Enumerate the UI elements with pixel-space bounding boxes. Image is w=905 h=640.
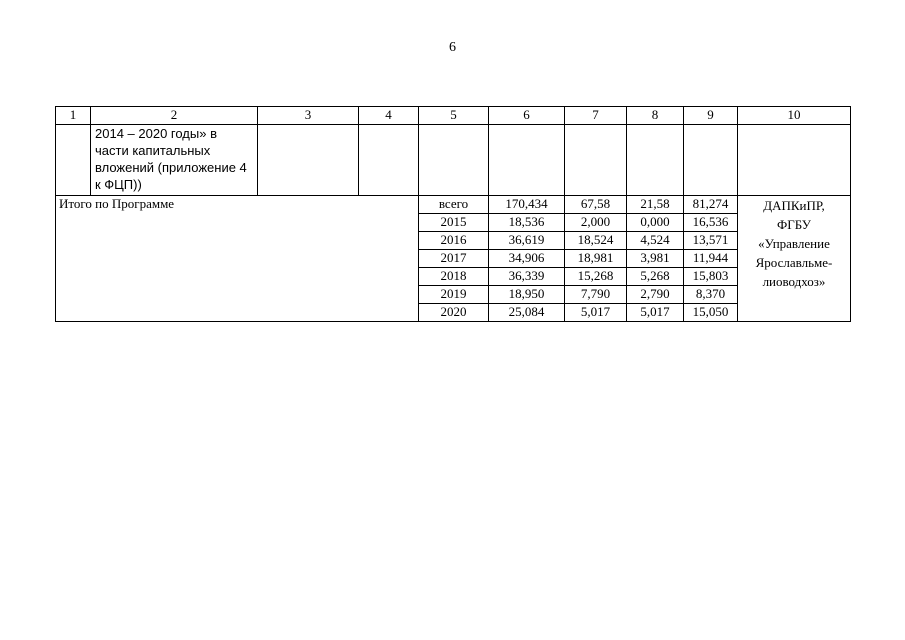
column-header-3: 3 [258,107,359,125]
column-header-1: 1 [56,107,91,125]
value-cell-col6: 18,950 [489,286,565,304]
value-cell-col9: 13,571 [684,232,738,250]
value-cell-col6: 18,536 [489,214,565,232]
value-cell-col6: 170,434 [489,196,565,214]
value-cell-col8: 4,524 [627,232,684,250]
column-header-4: 4 [359,107,419,125]
value-cell-col7: 2,000 [565,214,627,232]
period-cell: 2019 [419,286,489,304]
column-header-9: 9 [684,107,738,125]
column-header-7: 7 [565,107,627,125]
total-label: Итого по Программе [56,196,419,322]
value-cell-col8: 21,58 [627,196,684,214]
value-cell-col8: 0,000 [627,214,684,232]
value-cell-col9: 8,370 [684,286,738,304]
executor-cell [738,196,851,322]
column-header-10: 10 [738,107,851,125]
empty-cell [489,125,565,196]
empty-cell [565,125,627,196]
value-cell-col7: 18,981 [565,250,627,268]
value-cell-col6: 36,619 [489,232,565,250]
continuation-description: 2014 – 2020 годы» в части капитальных вложений (приложение 4 к ФЦП)) [91,125,258,196]
value-cell-col9: 16,536 [684,214,738,232]
executor-line: «Управление [758,236,830,251]
value-cell-col8: 3,981 [627,250,684,268]
empty-cell [258,125,359,196]
period-cell: 2016 [419,232,489,250]
period-cell: всего [419,196,489,214]
column-header-2: 2 [91,107,258,125]
empty-cell [684,125,738,196]
value-cell-col7: 18,524 [565,232,627,250]
value-cell-col6: 25,084 [489,304,565,322]
value-cell-col7: 67,58 [565,196,627,214]
value-cell-col9: 15,803 [684,268,738,286]
column-number-row [56,107,851,125]
period-cell: 2020 [419,304,489,322]
empty-cell [738,125,851,196]
page-number: 6 [449,40,456,55]
value-cell-col9: 81,274 [684,196,738,214]
table-row [56,196,851,214]
executor-line: ДАПКиПР, [763,198,825,213]
value-cell-col8: 5,017 [627,304,684,322]
column-header-6: 6 [489,107,565,125]
period-cell: 2018 [419,268,489,286]
value-cell-col8: 5,268 [627,268,684,286]
executor-line: Ярославльме- [755,255,833,270]
period-cell: 2017 [419,250,489,268]
program-funding-table [55,106,851,322]
value-cell-col7: 7,790 [565,286,627,304]
continuation-row [56,125,851,196]
value-cell-col9: 15,050 [684,304,738,322]
value-cell-col6: 36,339 [489,268,565,286]
empty-cell [627,125,684,196]
executor-line: лиоводхоз» [762,274,826,289]
column-header-8: 8 [627,107,684,125]
empty-cell [359,125,419,196]
value-cell-col6: 34,906 [489,250,565,268]
value-cell-col8: 2,790 [627,286,684,304]
value-cell-col7: 15,268 [565,268,627,286]
empty-cell [56,125,91,196]
value-cell-col7: 5,017 [565,304,627,322]
period-cell: 2015 [419,214,489,232]
column-header-5: 5 [419,107,489,125]
empty-cell [419,125,489,196]
executor-line: ФГБУ [777,217,811,232]
value-cell-col9: 11,944 [684,250,738,268]
